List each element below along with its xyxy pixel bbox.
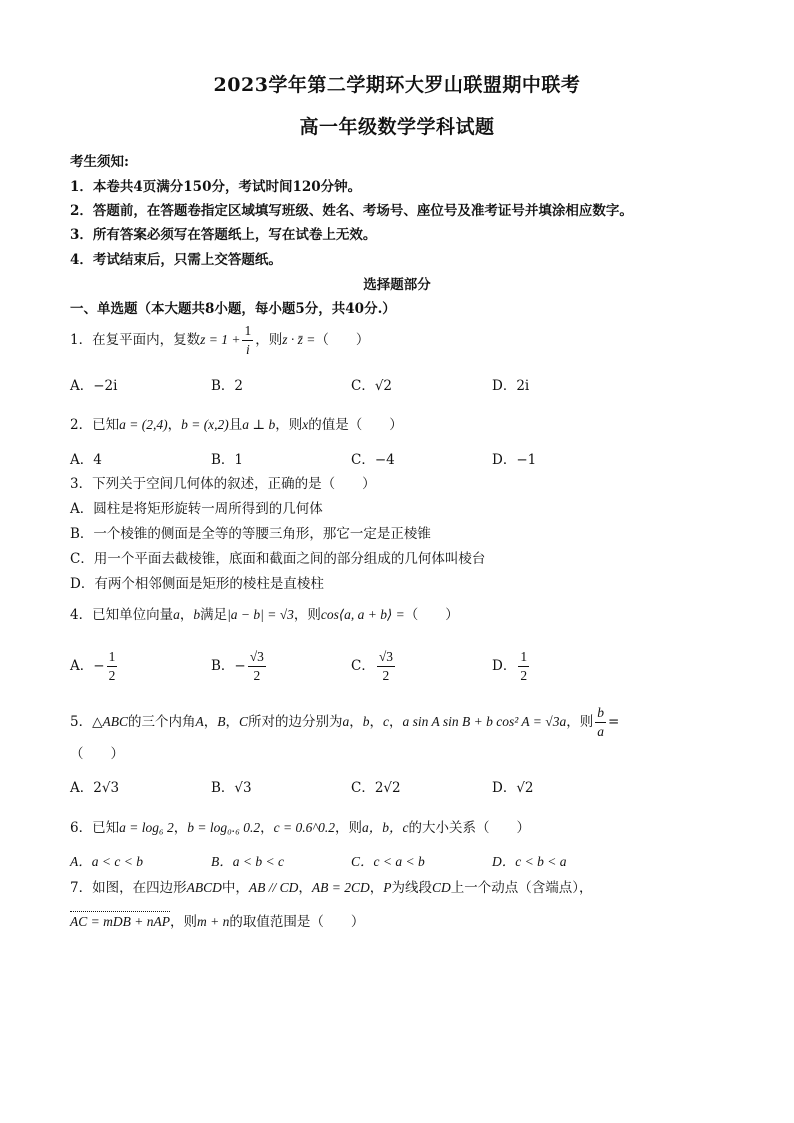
q4-text: 4．已知单位向量 [70,607,174,623]
q1-text-b: ，则 [255,332,283,348]
q4-b: b [193,607,201,622]
q1-option-d: D．2i [492,378,530,394]
q5-c: c [383,714,389,729]
q4-a-label: A． [70,658,94,674]
q5-b: b [362,714,370,729]
q1-frac-den: i [245,342,250,357]
q6-then: ，则 [334,820,362,836]
q5-c1: ， [203,714,218,730]
q1-expr: z = 1 + [200,332,241,347]
q2-then: ，则 [275,417,303,433]
q4-option-a [70,648,119,685]
q5-c5: ， [389,714,403,730]
q6-option-c: C．c < a < b [351,854,425,869]
q2-comma: ， [167,417,182,433]
q5-c2: ， [225,714,239,730]
q7-parallel: AB // CD [248,880,299,895]
q5-then: ，则 [566,714,594,730]
q2-vector-a: a = (2,4) [119,417,168,432]
q1-option-b: B．2 [211,378,244,394]
q4-condition: |a − b| = √3 [227,607,294,622]
q6-option-d: D．c < b < a [492,854,567,869]
q7-ab-eq: AB = 2CD [311,880,370,895]
notice-heading: 考生须知: [70,154,129,170]
q1-paren: （ ） [315,332,370,348]
q6-option-b: B．a < b < c [211,854,284,869]
q4-a-num: 1 [107,648,118,667]
q7-moving: 上一个动点（含端点）， [450,880,593,896]
q6-b-def: b = log₀.₆ 0.2 [187,820,261,835]
q4-a: a [173,607,180,622]
q5-eq: = [607,714,620,730]
question-7-stem [70,876,592,896]
q1-text: 1．在复平面内，复数 [70,332,201,348]
q5-text-b: 的三个内角 [127,714,196,730]
q5-paren: （ ） [70,746,124,762]
question-1-stem [70,322,369,359]
q2-option-b: B．1 [211,452,244,468]
q5-A: A [195,714,204,729]
q6-ask: 的大小关系（ ） [408,820,530,836]
q7-c2: ， [369,880,384,896]
q6-a-def: a = log₆ 2 [119,820,174,835]
part-title: 选择题部分 [363,277,431,293]
question-2-stem [70,413,403,433]
q5-C: C [238,714,248,729]
q7-then: ，则 [169,914,197,930]
notice-item-1: 1．本卷共4页满分150分，考试时间120分钟。 [70,179,362,195]
q4-cos: cos⟨a, a + b⟩ = [320,607,405,622]
q4-b-sign: − [234,658,246,674]
notice-item-3: 3．所有答案必须写在答题纸上，写在试卷上无效。 [70,227,377,243]
q2-vector-b: b = (x,2) [181,417,229,432]
q4-option-c [351,648,397,685]
q1-option-a: A．−2i [70,378,118,394]
q7-CD: CD [431,880,451,895]
q7-segment: 为线段 [391,880,432,896]
q1-frac-num: 1 [242,322,253,341]
exam-subtitle: 高一年级数学学科试题 [299,116,495,138]
q5-frac-num: b [595,704,606,723]
q5-c4: ， [369,714,383,730]
question-7-line-2 [70,910,364,930]
q4-a-frac [107,648,118,685]
q5-option-c: C．2√2 [351,780,401,796]
q1-expr-b: z · z̄ = [282,332,316,347]
section-heading: 一、单选题（本大题共8小题，每小题5分，共40分.） [70,301,396,317]
q4-b-label: B． [211,658,235,674]
q5-frac-den: a [597,724,604,739]
q2-option-c: C．−4 [351,452,395,468]
question-3-stem: 3．下列关于空间几何体的叙述，正确的是（ ） [70,476,376,492]
question-6-stem [70,816,530,836]
q5-text-c: 所对的边分别为 [248,714,343,730]
q3-option-a: A．圆柱是将矩形旋转一周所得到的几何体 [70,501,323,517]
q4-option-d [492,648,531,685]
q6-vars: a，b，c [361,820,409,835]
q6-option-a: A．a < c < b [70,854,143,869]
notice-item-2: 2．答题前，在答题卷指定区域填写班级、姓名、考场号、座位号及准考证号并填涂相应数字。 [70,203,633,219]
q4-sep: ， [179,607,194,623]
q2-option-d: D．−1 [492,452,537,468]
q4-a-den: 2 [108,668,116,683]
q5-equation: a sin A sin B + b cos² A = √3a [402,714,567,729]
q7-ask: 的取值范围是（ ） [229,914,365,930]
q4-b-frac [248,648,266,685]
q1-option-c: C．√2 [351,378,393,394]
q4-d-num: 1 [518,648,529,667]
q3-option-c: C．用一个平面去截棱锥，底面和截面之间的部分组成的几何体叫棱台 [70,551,486,567]
q4-c-label: C． [351,658,375,674]
q7-quad: ABCD [186,880,222,895]
q6-c2: ， [260,820,274,836]
q5-num: 5． [70,714,93,730]
notice-item-4: 4．考试结束后，只需上交答题纸。 [70,252,282,268]
q7-c1: ， [298,880,312,896]
q7-P: P [383,880,392,895]
q5-option-d: D．√2 [492,780,534,796]
q4-d-label: D． [492,658,517,674]
q4-paren: （ ） [404,607,459,623]
q3-option-d: D．有两个相邻侧面是矩形的棱柱是直棱柱 [70,576,324,592]
q4-satisfy: 满足 [200,607,228,623]
q4-d-frac [518,648,529,685]
q6-text: 6．已知 [70,820,120,836]
q5-option-b: B．√3 [211,780,252,796]
q5-a: a [342,714,350,729]
q5-c3: ， [349,714,363,730]
q3-option-b: B．一个棱锥的侧面是全等的等腰三角形，那它一定是正棱锥 [70,526,431,542]
exam-title: 2023学年第二学期环大罗山联盟期中联考 [213,74,581,96]
q2-x: x [302,417,309,432]
q7-in: 中， [221,880,249,896]
q4-b-num: √3 [248,648,266,667]
q5-B: B [217,714,226,729]
q7-vector-equation: AC = mDB + nAP [70,914,170,929]
q1-fraction [242,322,253,359]
q4-then: ，则 [293,607,321,623]
q4-c-num: √3 [377,648,395,667]
q4-d-den: 2 [520,668,528,683]
q6-c-def: c = 0.6^0.2 [273,820,335,835]
q2-and: 且 [228,417,243,433]
q2-option-a: A．4 [70,452,102,468]
question-5-stem [70,704,619,741]
q2-text: 2．已知 [70,417,120,433]
q2-perp: a ⊥ b [242,417,276,432]
q6-c1: ， [173,820,188,836]
q4-option-b [211,648,268,685]
q5-fraction [595,704,606,741]
q4-c-den: 2 [382,668,390,683]
q4-b-den: 2 [253,668,261,683]
q7-m-plus-n: m + n [196,914,230,929]
q4-a-sign: − [93,658,105,674]
q4-c-frac [377,648,395,685]
question-4-stem [70,603,459,623]
q5-option-a: A．2√3 [70,780,120,796]
q2-ask: 的值是（ ） [308,417,403,433]
q5-triangle: △ABC [92,714,128,729]
q7-text: 7．如图，在四边形 [70,880,187,896]
